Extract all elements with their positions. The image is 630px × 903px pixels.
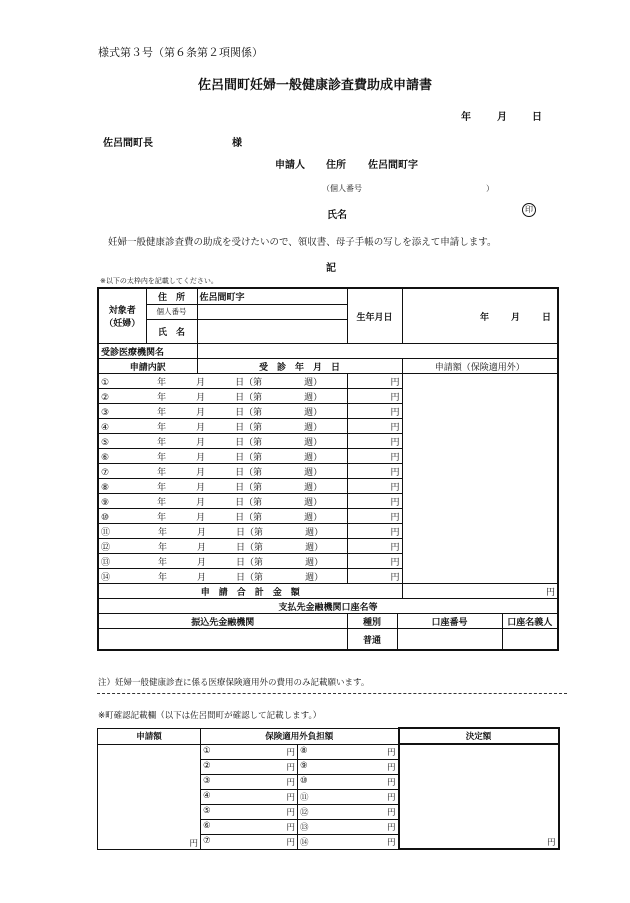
applicant-name-label: 氏名 (327, 210, 347, 221)
row-year: 年 (158, 572, 168, 583)
row-number: ⑨ (101, 497, 110, 508)
subject-name-label: 氏 名 (146, 320, 197, 344)
row-month: 月 (197, 527, 207, 538)
breakdown-row (98, 389, 558, 404)
confirm-right-yen: 円 (387, 807, 396, 818)
confirm-left-number: ⑥ (203, 820, 211, 831)
fill-note: ※以下の太枠内を記載してください。 (100, 277, 218, 285)
confirm-left-item[interactable] (201, 804, 298, 819)
row-month: 月 (196, 392, 206, 403)
subject-birth-label: 生年月日 (347, 288, 402, 344)
row-number: ⑬ (101, 557, 111, 568)
row-month: 月 (196, 422, 206, 433)
row-week-close: 週） (305, 572, 324, 583)
subject-personal-value[interactable] (197, 304, 347, 320)
breakdown-header-date: 受 診 年 月 日 (197, 359, 402, 374)
confirm-left-yen: 円 (286, 807, 295, 818)
confirm-right-number: ⑬ (300, 822, 309, 833)
confirm-right-item[interactable] (298, 744, 399, 759)
confirm-left-item[interactable] (201, 789, 298, 804)
confirm-right-yen: 円 (387, 747, 396, 758)
breakdown-amount-cell[interactable]: 円 (347, 389, 402, 404)
row-week-close: 週） (304, 497, 323, 508)
confirm-right-item[interactable] (298, 774, 399, 789)
breakdown-date-cell[interactable] (98, 524, 347, 539)
applicant-address-label: 住所 (326, 160, 346, 171)
breakdown-amount-cell[interactable]: 円 (347, 509, 402, 524)
row-number: ⑥ (101, 452, 110, 463)
confirm-left-number: ④ (203, 790, 211, 801)
breakdown-date-cell[interactable] (98, 419, 347, 434)
bank-account-value[interactable] (397, 629, 502, 651)
row-year: 年 (157, 497, 167, 508)
town-note: ※町確認記載欄（以下は佐呂間町が確認して記載します。） (98, 711, 322, 721)
row-day-week: 日（第 (235, 497, 263, 508)
row-year: 年 (157, 422, 167, 433)
row-month: 月 (196, 512, 206, 523)
subject-address-label: 住 所 (146, 288, 197, 304)
subject-personal-label: 個人番号 (146, 304, 197, 320)
confirm-left-number: ② (203, 760, 211, 771)
row-week-close: 週） (305, 527, 324, 538)
row-year: 年 (157, 467, 167, 478)
breakdown-row (98, 479, 558, 494)
bank-institution-value[interactable] (98, 629, 347, 651)
breakdown-date-cell[interactable] (98, 569, 347, 584)
breakdown-row (98, 374, 558, 389)
bank-type-value: 普通 (347, 629, 397, 651)
row-month: 月 (196, 497, 206, 508)
breakdown-amount-cell[interactable]: 円 (347, 464, 402, 479)
confirm-right-yen: 円 (387, 822, 396, 833)
addressee-suffix: 様 (232, 138, 242, 149)
confirm-right-number: ⑨ (300, 760, 308, 771)
breakdown-date-cell[interactable] (98, 464, 347, 479)
row-number: ⑫ (101, 542, 111, 553)
total-amount[interactable]: 円 (402, 584, 558, 599)
row-number: ⑤ (101, 437, 110, 448)
row-day-week: 日（第 (236, 557, 264, 568)
confirm-right-item[interactable] (298, 834, 399, 849)
applicant-personal-number-close: ） (486, 184, 494, 193)
confirm-right-item[interactable] (298, 789, 399, 804)
intro-text: 妊婦一般健康診査費の助成を受けたいので、領収書、母子手帳の写しを添えて申請します。 (108, 237, 497, 248)
breakdown-date-cell[interactable] (98, 509, 347, 524)
breakdown-row (98, 419, 558, 434)
breakdown-amount-cell[interactable]: 円 (347, 404, 402, 419)
confirm-right-number: ⑭ (300, 837, 309, 848)
row-day-week: 日（第 (235, 512, 263, 523)
row-day-week: 日（第 (235, 392, 263, 403)
header-month: 月 (497, 112, 507, 123)
breakdown-header-amount: 申請額（保険適用外） (402, 359, 558, 374)
confirm-left-item[interactable] (201, 834, 298, 849)
row-day-week: 日（第 (236, 572, 264, 583)
row-month: 月 (196, 452, 206, 463)
breakdown-date-cell[interactable] (98, 389, 347, 404)
row-week-close: 週） (304, 392, 323, 403)
row-day-week: 日（第 (235, 467, 263, 478)
breakdown-amount-cell[interactable]: 円 (347, 524, 402, 539)
application-table (97, 287, 559, 651)
confirm-right-yen: 円 (387, 792, 396, 803)
seal-icon: 印 (522, 203, 536, 217)
confirm-left-item[interactable] (201, 774, 298, 789)
subject-label-line1: 対象者 (108, 306, 136, 316)
row-day-week: 日（第 (235, 452, 263, 463)
row-day-week: 日（第 (235, 422, 263, 433)
breakdown-date-cell[interactable] (98, 554, 347, 569)
row-month: 月 (197, 557, 207, 568)
row-week-close: 週） (305, 557, 324, 568)
row-number: ④ (101, 422, 110, 433)
row-year: 年 (157, 437, 167, 448)
row-year: 年 (157, 452, 167, 463)
breakdown-label: 申請内訳 (98, 359, 197, 374)
bank-type-label: 種別 (347, 614, 397, 629)
subject-label-cell (98, 288, 146, 344)
breakdown-row (98, 554, 558, 569)
confirm-right-number: ⑫ (300, 807, 309, 818)
page-title: 佐呂間町妊婦一般健康診査費助成申請書 (197, 78, 432, 93)
confirm-left-number: ⑤ (203, 805, 211, 816)
ki-label: 記 (326, 263, 336, 274)
row-number: ① (101, 377, 110, 388)
breakdown-date-cell[interactable] (98, 404, 347, 419)
confirm-insurance-header: 保険適用外負担額 (201, 728, 399, 744)
row-day-week: 日（第 (236, 527, 264, 538)
breakdown-row (98, 524, 558, 539)
row-number: ② (101, 392, 110, 403)
confirm-right-item[interactable] (298, 804, 399, 819)
breakdown-row (98, 494, 558, 509)
confirm-right-number: ⑧ (300, 745, 308, 756)
confirm-decision-value[interactable]: 円 (399, 744, 559, 849)
confirm-right-number: ⑪ (300, 792, 309, 803)
row-year: 年 (158, 557, 168, 568)
row-month: 月 (196, 407, 206, 418)
row-year: 年 (158, 542, 168, 553)
row-month: 月 (196, 482, 206, 493)
row-year: 年 (157, 407, 167, 418)
breakdown-row (98, 569, 558, 584)
clinic-label: 受診医療機関名 (98, 344, 197, 359)
confirm-right-number: ⑩ (300, 775, 308, 786)
breakdown-date-cell[interactable] (98, 374, 347, 389)
bank-institution-label: 振込先金融機関 (98, 614, 347, 629)
row-year: 年 (157, 482, 167, 493)
row-year: 年 (157, 392, 167, 403)
form-number: 様式第３号（第６条第２項関係） (98, 46, 263, 59)
breakdown-row (98, 404, 558, 419)
confirm-left-item[interactable] (201, 819, 298, 834)
breakdown-amount-cell[interactable]: 円 (347, 494, 402, 509)
row-week-close: 週） (304, 422, 323, 433)
insurance-note: 注）妊婦一般健康診査に係る医療保険適用外の費用のみ記載願います。 (98, 678, 370, 688)
confirmation-table (97, 727, 560, 850)
applicant-label: 申請人 (275, 160, 305, 171)
row-day-week: 日（第 (236, 542, 264, 553)
header-year: 年 (461, 112, 471, 123)
breakdown-row (98, 449, 558, 464)
breakdown-row (98, 539, 558, 554)
bank-account-label: 口座番号 (397, 614, 502, 629)
applicant-personal-number-label: （個人番号 (322, 184, 362, 193)
row-month: 月 (197, 542, 207, 553)
confirm-left-item[interactable] (201, 759, 298, 774)
confirm-request-header: 申請額 (98, 728, 201, 744)
birth-day: 日 (542, 312, 552, 323)
subject-birth-field[interactable] (402, 288, 558, 344)
confirm-left-item[interactable] (201, 744, 298, 759)
birth-month: 月 (511, 312, 521, 323)
row-week-close: 週） (304, 437, 323, 448)
confirm-left-yen: 円 (286, 822, 295, 833)
confirm-decision-header: 決定額 (399, 728, 559, 744)
row-number: ⑧ (101, 482, 110, 493)
bank-section-label: 支払先金融機関口座名等 (98, 599, 558, 614)
row-month: 月 (196, 377, 206, 388)
breakdown-date-cell[interactable] (98, 434, 347, 449)
applicant-address-value[interactable]: 佐呂間町字 (368, 160, 418, 171)
confirm-left-number: ③ (203, 775, 211, 786)
breakdown-date-cell[interactable] (98, 539, 347, 554)
breakdown-row (98, 464, 558, 479)
row-week-close: 週） (305, 542, 324, 553)
row-year: 年 (158, 527, 168, 538)
row-day-week: 日（第 (235, 377, 263, 388)
confirm-request-value[interactable]: 円 (98, 744, 201, 849)
confirm-row (98, 744, 559, 759)
breakdown-amount-cell[interactable]: 円 (347, 419, 402, 434)
row-number: ⑦ (101, 467, 110, 478)
confirm-right-item[interactable] (298, 819, 399, 834)
breakdown-amount-cell[interactable]: 円 (347, 449, 402, 464)
row-week-close: 週） (304, 482, 323, 493)
breakdown-date-cell[interactable] (98, 449, 347, 464)
confirm-left-number: ⑦ (203, 835, 211, 846)
confirm-left-yen: 円 (286, 837, 295, 848)
total-label: 申 請 合 計 金 額 (98, 584, 402, 599)
row-number: ⑩ (101, 512, 110, 523)
confirm-right-yen: 円 (387, 837, 396, 848)
breakdown-row (98, 434, 558, 449)
cut-line (97, 693, 567, 694)
row-day-week: 日（第 (235, 437, 263, 448)
addressee-name: 佐呂間町長 (103, 138, 153, 149)
breakdown-row (98, 509, 558, 524)
confirm-left-yen: 円 (286, 777, 295, 788)
breakdown-amount-cell[interactable]: 円 (347, 374, 402, 389)
clinic-value[interactable] (197, 344, 558, 359)
bank-holder-label: 口座名義人 (502, 614, 558, 629)
confirm-left-number: ① (203, 745, 211, 756)
breakdown-amount-cell[interactable]: 円 (347, 434, 402, 449)
row-number: ⑪ (101, 527, 111, 538)
row-week-close: 週） (304, 452, 323, 463)
bank-holder-value[interactable] (502, 629, 558, 651)
row-number: ③ (101, 407, 110, 418)
row-day-week: 日（第 (235, 407, 263, 418)
row-month: 月 (197, 572, 207, 583)
row-week-close: 週） (304, 407, 323, 418)
birth-year: 年 (479, 312, 489, 323)
row-week-close: 週） (304, 377, 323, 388)
subject-address-value[interactable]: 佐呂間町字 (197, 288, 347, 304)
confirm-left-yen: 円 (286, 792, 295, 803)
row-month: 月 (196, 437, 206, 448)
confirm-right-yen: 円 (387, 777, 396, 788)
breakdown-amount-cell[interactable]: 円 (347, 569, 402, 584)
confirm-right-item[interactable] (298, 759, 399, 774)
breakdown-date-cell[interactable] (98, 494, 347, 509)
row-week-close: 週） (304, 512, 323, 523)
row-month: 月 (196, 467, 206, 478)
breakdown-amount-cell[interactable]: 円 (347, 479, 402, 494)
breakdown-date-cell[interactable] (98, 479, 347, 494)
confirm-left-yen: 円 (286, 747, 295, 758)
confirm-right-yen: 円 (387, 762, 396, 773)
row-number: ⑭ (101, 572, 111, 583)
row-day-week: 日（第 (235, 482, 263, 493)
confirm-left-yen: 円 (286, 762, 295, 773)
row-year: 年 (157, 377, 167, 388)
subject-name-value[interactable] (197, 320, 347, 344)
header-day: 日 (532, 112, 542, 123)
row-year: 年 (157, 512, 167, 523)
breakdown-amount-cell[interactable]: 円 (347, 554, 402, 569)
row-week-close: 週） (304, 467, 323, 478)
breakdown-amount-cell[interactable]: 円 (347, 539, 402, 554)
subject-label-line2: （妊婦） (104, 319, 141, 329)
